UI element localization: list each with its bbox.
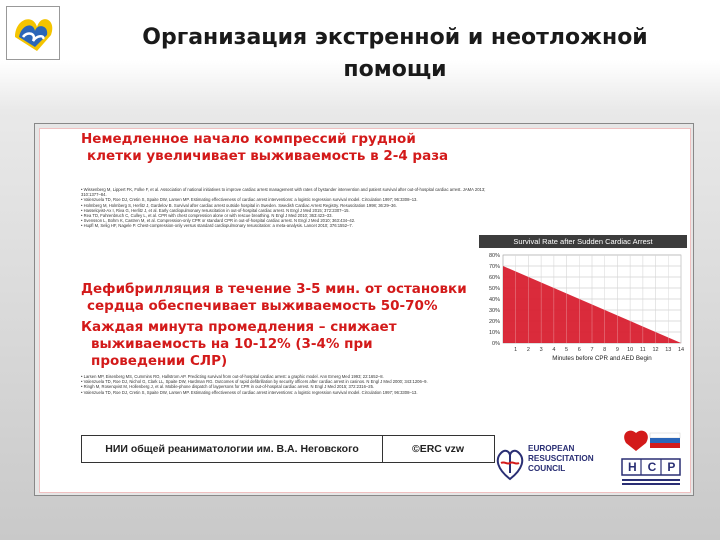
x-tick-label: 1 <box>514 347 518 353</box>
heading-compressions-line-2: клетки увеличивает выживаемость в 2-4 раза <box>87 148 449 164</box>
reference-item: • Wissenberg M, Lippert FK, Folke F, et al. Association of national initiatives to improve cardiac arrest management with rates of bystander intervention and patient survival after out-of-hospital cardiac arrest. JAMA 2013; 310:1377–84. <box>81 187 486 198</box>
organization-logo <box>6 6 60 60</box>
heading-delay <box>81 319 511 370</box>
y-tick-label: 0% <box>492 341 500 347</box>
ncr-logo <box>614 429 688 489</box>
chart-title: Survival Rate after Sudden Cardiac Arrest <box>479 235 687 248</box>
title-line-2: помощи <box>343 57 447 82</box>
heading-compressions <box>81 131 461 165</box>
erc-line-3: COUNCIL <box>528 464 566 473</box>
copyright-text: ©ERC vzw <box>411 443 465 455</box>
heading-compressions-line-1: Немедленное начало компрессий грудной <box>81 131 416 147</box>
reference-item: • Valenzuela TD, Roe DJ, Cretin S, Spaite DW, Larsen MP. Estimating effectiveness of cardiac arrest interventions: a logistic regression survival model. Circulation 1997; 96:3308–13. <box>81 197 418 203</box>
heading-delay-line-3: проведении СЛР) <box>91 353 228 369</box>
reference-item: • Ringh M, Rosenqvist M, Hollenberg J, et al. Mobile-phone dispatch of laypersons for CPR in out-of-hospital cardiac arrest. N Engl J Med 2015; 372:2316–25. <box>81 384 375 390</box>
erc-line-2: RESUSCITATION <box>528 454 594 463</box>
reference-item: • Rea TD, Fahrenbruch C, Culley L, et al. CPR with chest compression alone or with rescue breathing. N Engl J Med 2010; 363:423–33. <box>81 213 333 219</box>
heading-defibrillation <box>81 281 511 315</box>
x-tick-label: 14 <box>677 347 685 353</box>
x-tick-label: 2 <box>526 347 530 353</box>
erc-line-1: EUROPEAN <box>528 444 575 453</box>
references-top <box>81 187 503 229</box>
reference-item: • Larsen MP, Eisenberg MS, Cummins RO, Hallstrom AP. Predicting survival from out-of-hospital cardiac arrest: a graphic model. Ann Emerg Med 1993; 22:1652–8. <box>81 374 384 379</box>
x-tick-label: 8 <box>603 347 607 353</box>
reference-item: • Valenzuela TD, Roe DJ, Nichol G, Clark LL, Spaite DW, Hardman RG. Outcomes of rapid defibrillation by security officers after cardiac arrest in casinos. N Engl J Med 2000; 343:1206–9. <box>81 379 428 385</box>
erc-heart-icon <box>495 443 525 483</box>
x-tick-label: 5 <box>565 347 569 353</box>
slide-content <box>39 128 691 493</box>
survival-chart <box>477 235 689 363</box>
heading-delay-line-1: Каждая минута промедления – снижает <box>81 319 397 335</box>
x-tick-label: 12 <box>652 347 659 353</box>
x-tick-label: 9 <box>615 347 619 353</box>
heading-defibrillation-line-1: Дефибрилляция в течение 3-5 мин. от остановки <box>81 281 467 297</box>
x-tick-label: 3 <box>539 347 543 353</box>
x-tick-label: 11 <box>639 347 646 353</box>
page-title <box>90 22 700 86</box>
heading-defibrillation-line-2: сердца обеспечивает выживаемость 50-70% <box>87 298 438 314</box>
heading-delay-line-2: выживаемость на 10-12% (3-4% при <box>91 336 373 352</box>
reference-item: • Hasselqvist-Ax I, Riva G, Herlitz J, et al. Early cardiopulmonary resuscitation in out-of-hospital cardiac arrest. N Engl J Med 2015; 372:2307–15. <box>81 207 350 213</box>
reference-item: • Hupfl M, Selig HF, Nagele P. Chest-compression-only versus standard cardiopulmonary resuscitation: a meta-analysis. Lancet 2010; 376:1552–7. <box>81 223 353 229</box>
erc-logo <box>495 441 605 487</box>
reference-item: • Holmberg M, Holmberg S, Herlitz J, Gardelov B. Survival after cardiac arrest outside hospital in Sweden. Swedish Cardiac Arrest Registry. Resuscitation 1998; 36:29–36. <box>81 202 397 208</box>
x-tick-label: 7 <box>590 347 594 353</box>
y-tick-label: 60% <box>488 275 500 281</box>
chart-svg <box>477 235 689 363</box>
reference-item: • Valenzuela TD, Roe DJ, Cretin S, Spaite DW, Larsen MP. Estimating effectiveness of cardiac arrest interventions: a logistic regression survival model. Circulation 1997; 96:3308–13. <box>81 389 418 395</box>
x-tick-label: 13 <box>665 347 672 353</box>
erc-name <box>528 444 594 474</box>
references-bottom <box>81 374 503 395</box>
y-tick-label: 80% <box>488 253 500 259</box>
slide-frame <box>35 124 693 495</box>
y-tick-label: 30% <box>488 308 500 314</box>
reference-item: • Svensson L, Bohm K, Castren M, et al. Compression-only CPR or standard CPR in out-of-hospital cardiac arrest. N Engl J Med 2010; 363:434–42. <box>81 218 356 224</box>
y-tick-label: 50% <box>488 286 500 292</box>
x-tick-label: 4 <box>552 347 556 353</box>
footer-bar <box>81 435 495 463</box>
x-tick-label: 10 <box>627 347 634 353</box>
y-tick-label: 70% <box>488 264 500 270</box>
x-tick-label: 6 <box>577 347 581 353</box>
x-axis-label: Minutes before CPR and AED Begin <box>552 355 652 362</box>
institute-name: НИИ общей реаниматологии им. В.А. Неговского <box>82 436 383 462</box>
y-tick-label: 20% <box>488 319 500 325</box>
y-tick-label: 10% <box>488 330 500 336</box>
y-tick-label: 40% <box>488 297 500 303</box>
title-line-1: Организация экстренной и неотложной <box>142 25 648 50</box>
ncr-label: НСР <box>628 460 687 474</box>
